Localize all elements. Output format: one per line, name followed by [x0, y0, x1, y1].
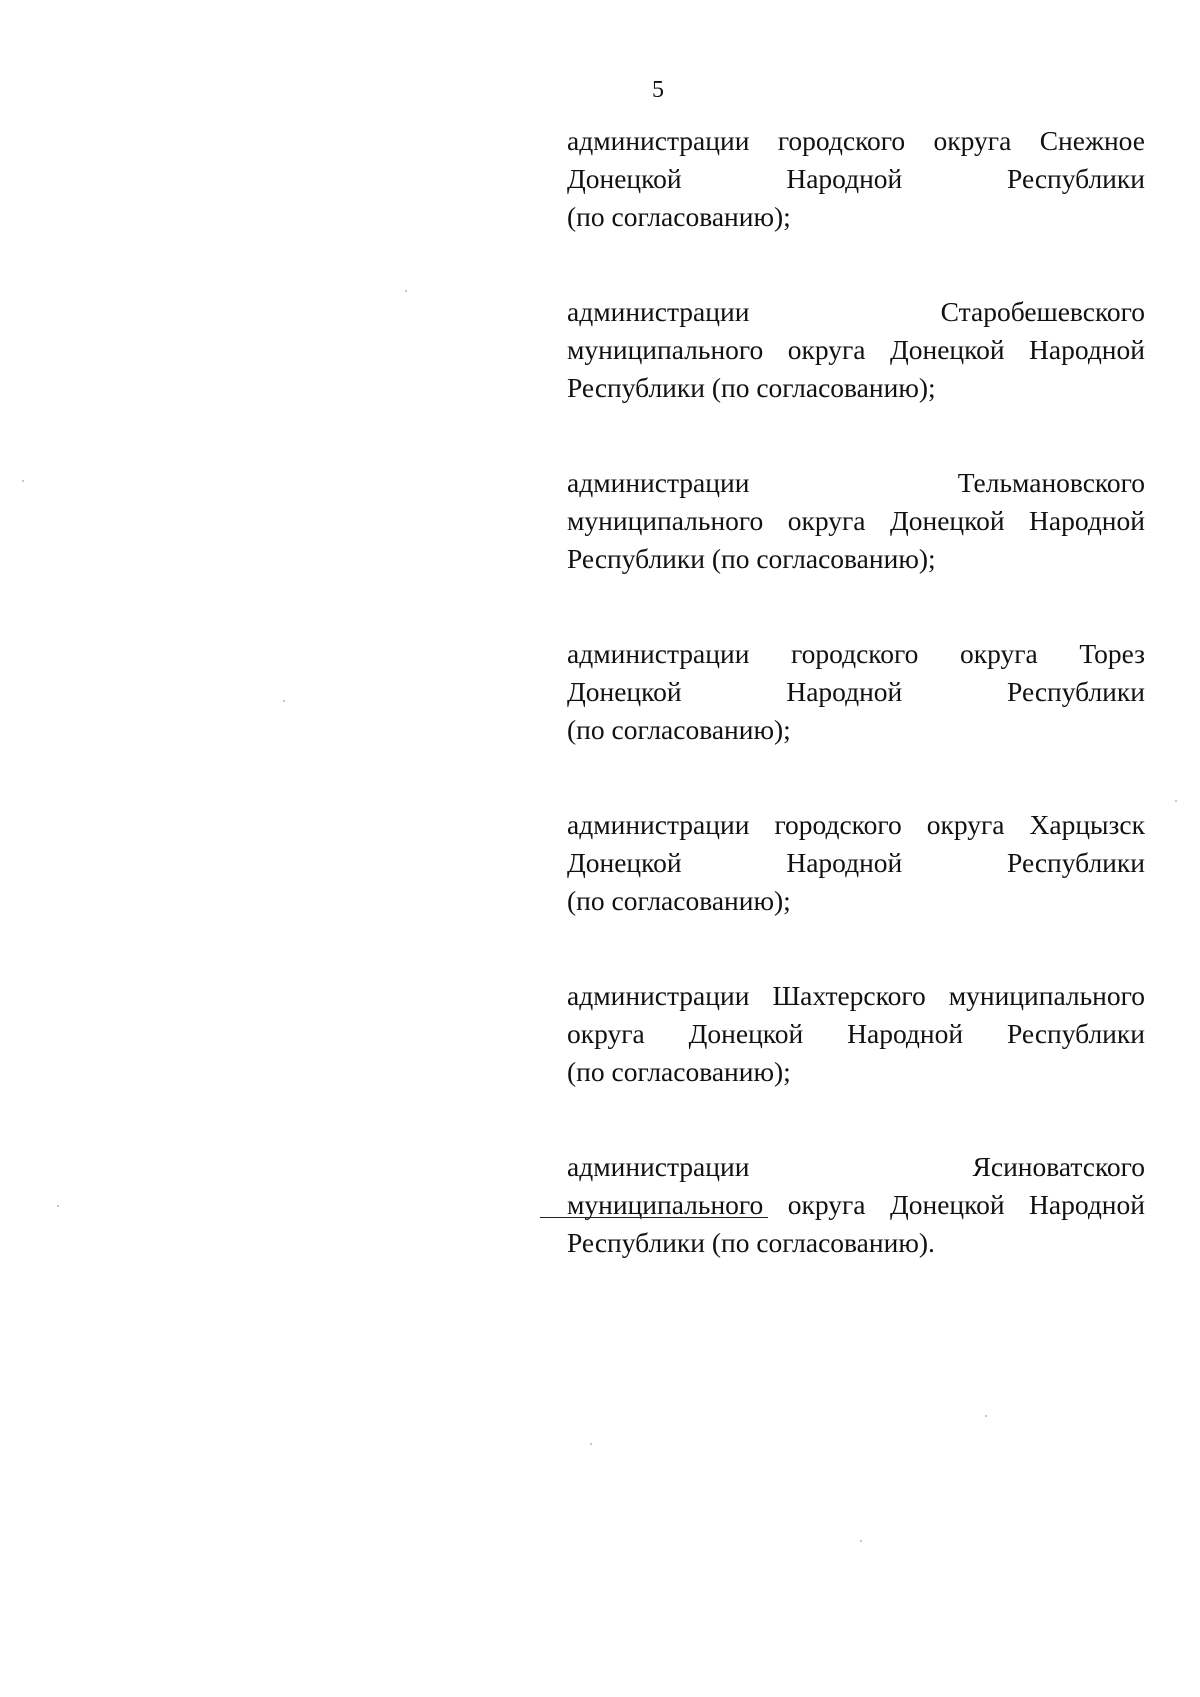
text-word: Старобешевского	[940, 296, 1145, 327]
scan-speck	[590, 1443, 592, 1445]
page-number: 5	[652, 77, 664, 103]
text-word: администрации	[567, 467, 750, 498]
text-word: администрации	[567, 638, 750, 669]
text-word: Народной	[1029, 334, 1145, 365]
text-word: Народной	[786, 847, 903, 878]
text-line	[567, 464, 1145, 502]
text-line	[567, 1148, 1145, 1186]
text-word: администрации	[567, 809, 750, 840]
text-word: Республики	[1007, 847, 1145, 878]
text-word: Народной	[847, 1018, 964, 1049]
scan-speck	[22, 480, 24, 482]
text-word: муниципального	[567, 1189, 764, 1220]
text-word: округа	[926, 809, 1005, 840]
text-word: Донецкой	[567, 676, 682, 707]
text-word: Донецкой	[567, 847, 682, 878]
text-word: Донецкой	[889, 505, 1005, 536]
text-word: городского	[774, 809, 902, 840]
addressee-entry	[567, 635, 1145, 749]
addressee-entry	[567, 464, 1145, 578]
text-word: Народной	[1029, 1189, 1145, 1220]
text-line	[567, 293, 1145, 331]
text-word: Народной	[786, 163, 903, 194]
text-word: округа	[787, 1189, 866, 1220]
text-word: Народной	[786, 676, 903, 707]
text-line	[567, 369, 1145, 407]
text-word: Донецкой	[567, 163, 682, 194]
text-line	[567, 711, 1145, 749]
closing-divider-line	[540, 1217, 768, 1218]
text-word: округа	[787, 505, 866, 536]
addressee-entry	[567, 977, 1145, 1091]
text-line	[567, 198, 1145, 236]
text-word: (по согласованию);	[567, 1056, 791, 1087]
addressee-entry	[567, 293, 1145, 407]
text-word: Харцызск	[1029, 809, 1145, 840]
text-line	[567, 502, 1145, 540]
text-word: Донецкой	[688, 1018, 804, 1049]
text-word: муниципального	[948, 980, 1145, 1011]
text-line	[567, 977, 1145, 1015]
text-line	[567, 1224, 1145, 1262]
text-word: городского	[791, 638, 919, 669]
scan-speck	[283, 700, 285, 702]
scan-speck	[405, 290, 407, 292]
text-word: (по согласованию);	[567, 201, 791, 232]
text-word: Ясиноватского	[972, 1151, 1145, 1182]
addressee-entry	[567, 122, 1145, 236]
scan-speck	[985, 1415, 987, 1417]
text-word: администрации	[567, 1151, 750, 1182]
text-word: округа	[567, 1018, 645, 1049]
text-line	[567, 673, 1145, 711]
text-line	[567, 806, 1145, 844]
addressee-entry	[567, 1148, 1145, 1262]
text-word: Республики	[1007, 1018, 1145, 1049]
text-word: Республики (по согласованию);	[567, 372, 936, 403]
text-word: Донецкой	[889, 1189, 1005, 1220]
addressee-entry	[567, 806, 1145, 920]
text-word: городского	[777, 125, 906, 156]
text-word: (по согласованию);	[567, 885, 791, 916]
text-word: Республики (по согласованию).	[567, 1227, 935, 1258]
text-word: Шахтерского	[772, 980, 926, 1011]
text-line	[567, 844, 1145, 882]
text-word: Снежное	[1039, 125, 1145, 156]
text-word: (по согласованию);	[567, 714, 791, 745]
scan-speck	[860, 1540, 862, 1542]
text-line	[567, 122, 1145, 160]
text-line	[567, 331, 1145, 369]
text-word: округа	[933, 125, 1012, 156]
text-line	[567, 160, 1145, 198]
text-word: муниципального	[567, 334, 764, 365]
text-line	[567, 1053, 1145, 1091]
text-word: муниципального	[567, 505, 764, 536]
scan-speck	[57, 1205, 59, 1207]
text-word: Республики (по согласованию);	[567, 543, 936, 574]
text-word: Республики	[1007, 676, 1145, 707]
addressee-list	[567, 122, 1145, 1319]
text-word: Республики	[1007, 163, 1145, 194]
text-word: округа	[959, 638, 1038, 669]
text-line	[567, 882, 1145, 920]
text-line	[567, 635, 1145, 673]
text-line	[567, 1186, 1145, 1224]
text-word: Народной	[1029, 505, 1145, 536]
text-word: администрации	[567, 125, 750, 156]
text-word: Тельмановского	[957, 467, 1145, 498]
text-line	[567, 540, 1145, 578]
text-word: администрации	[567, 980, 750, 1011]
text-word: администрации	[567, 296, 750, 327]
text-word: Торез	[1079, 638, 1145, 669]
scan-speck	[1175, 800, 1177, 802]
text-word: округа	[787, 334, 866, 365]
text-word: Донецкой	[889, 334, 1005, 365]
text-line	[567, 1015, 1145, 1053]
